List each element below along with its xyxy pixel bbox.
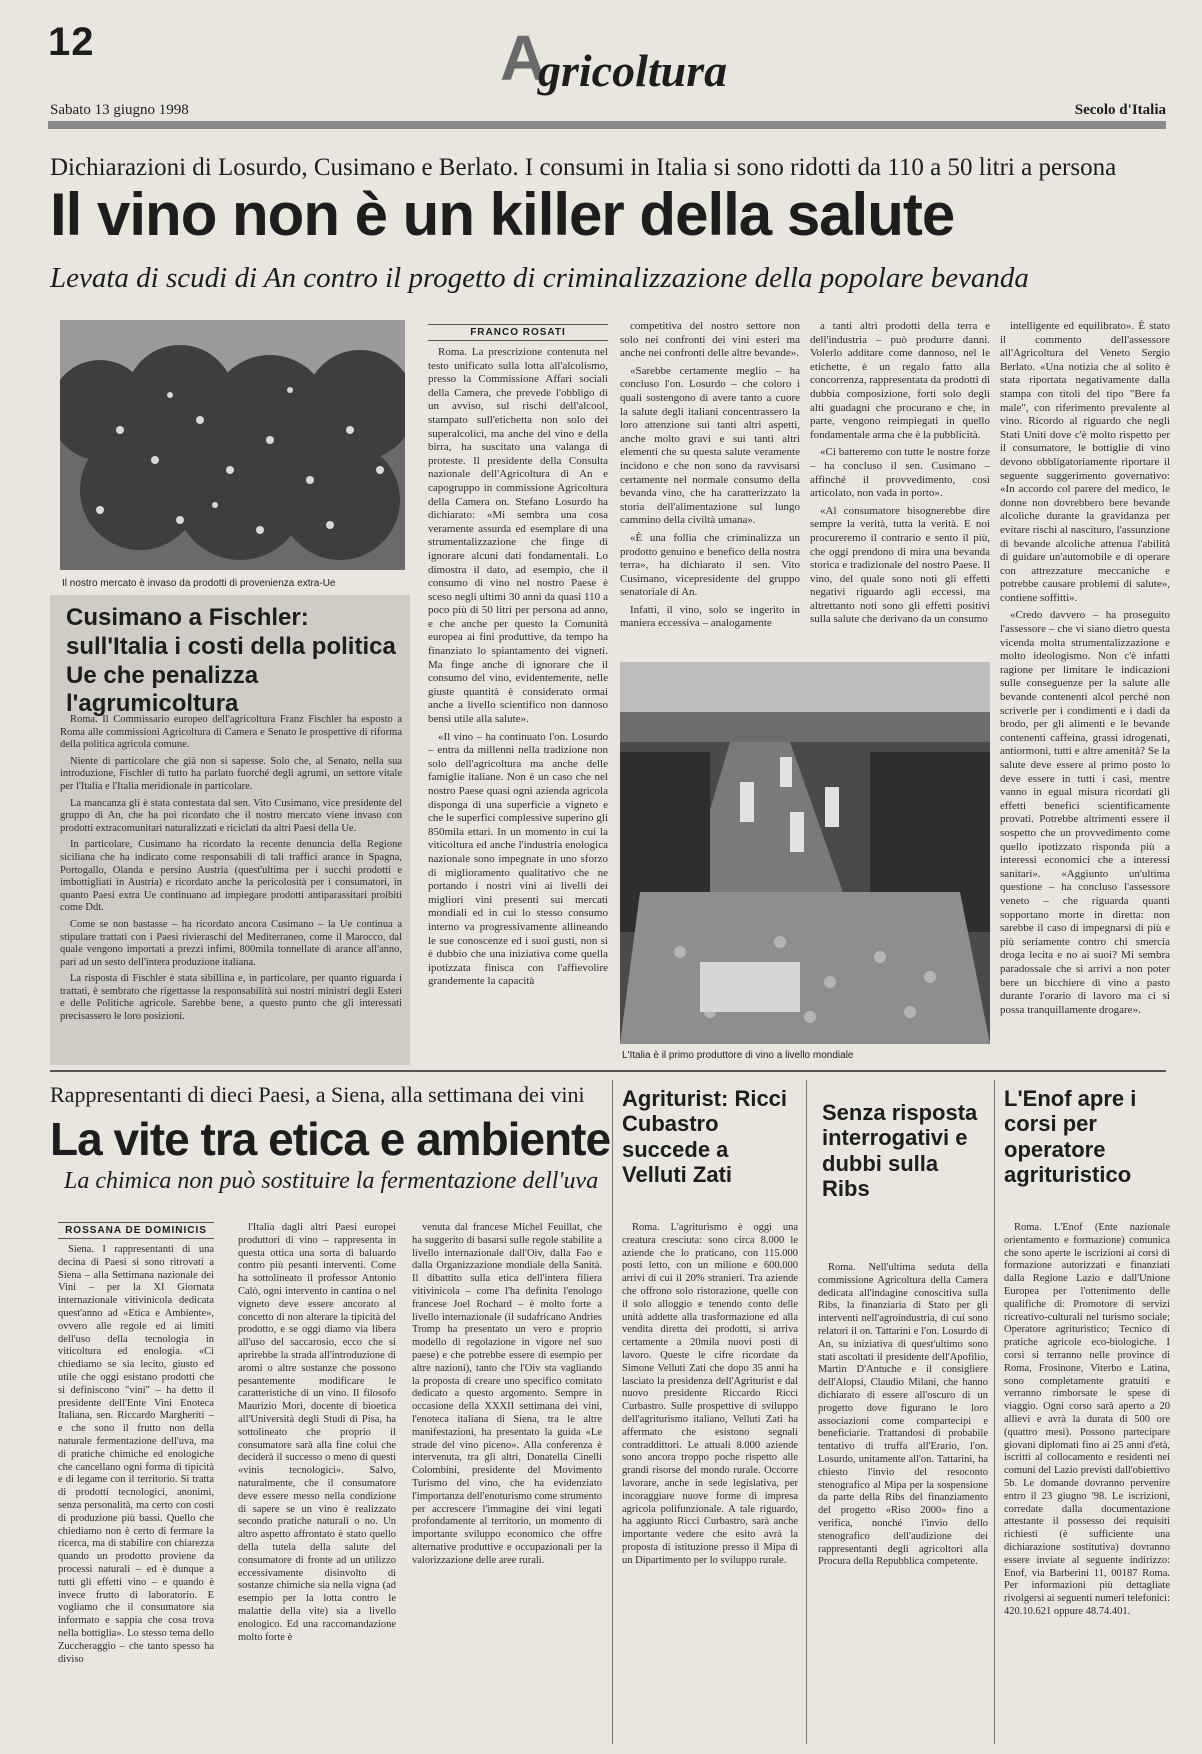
main-subhead: Levata di scudi di An contro il progetto di criminalizzazione della popolare bevanda [50, 262, 1029, 294]
newspaper-name: Secolo d'Italia [1074, 102, 1166, 118]
main-col-4 [1000, 320, 1170, 1064]
sidebar-paragraph: La mancanza gli è stata contestata dal sen. Vito Cusimano, vice presidente del gruppo di An, che ha poi ricordato che il nostro mercato viene invaso con prodotti extracomunitari naturalizzati e riciclati da altri Paesi della Ue. [60, 797, 402, 834]
main-col-3 [810, 320, 990, 654]
ribs-body [818, 1262, 988, 1744]
section-title-initial: A [500, 22, 547, 94]
main-col-3-paragraph: «Al consumatore bisognerebbe dire sempre la verità, tutta la verità. E noi procureremo il contrario e sento il più, che oggi prendono di mira una bevanda storica e tradizionale del nostro Paese. Il vino, del quale sono noti gli effetti negativi riguardo agli eccessi, ma altrettanto noti sono gli effetti positivi sulla salute che derivano da un consumo [810, 504, 990, 626]
main-col-4-paragraph: intelligente ed equilibrato». È stato il commento dell'assessore all'Agricoltura del Veneto Sergio Berlato. «Una notizia che al solito è stata riportata negativamente dalla stampa con titoli del tipo "Bere fa male", con riferimento prevalente al vino. Ricordo al riguardo che negli Stati Uniti dove c'è molto rispetto per il consumatore, le bottiglie di vino devono obbligatoriamente riportare il seguente suggerimento governativo: «In accordo col parere del medico, le donne non dovrebbero bere bevande alcoliche durante la gravidanza per evitare rischi al nascituro, l'assunzione di bevande alcoliche attenua l'abilità di guidare un'automobile e di operare con attrezzature meccaniche e potrebbe causare problemi di salute», contiene soffitti». [1000, 320, 1170, 604]
sidebar-paragraph: Roma. Il Commissario europeo dell'agricoltura Franz Fischler ha esposto a Roma alle commissioni Agricoltura di Camera e Senato le prospettive di riforma della politica agricola comune. [60, 714, 402, 751]
orange-grove-photo [60, 320, 405, 570]
main-kicker: Dichiarazioni di Losurdo, Cusimano e Berlato. I consumi in Italia si sono ridotti da 110 a 50 litri a persona [50, 154, 1117, 181]
vineyard-harvest-caption: L'Italia è il primo produttore di vino a livello mondiale [622, 1050, 854, 1061]
vite-col-1 [58, 1244, 214, 1744]
sidebar-paragraph: In particolare, Cusimano ha ricordato la recente denuncia della Regione siciliana che ha indicato come responsabili di tali traffici arance in Spagna, Portogallo, Olanda e persino Austria (quest'ultima per i succhi prodotti e imbottigliati in Austria) e ricordato anche la pericolosità per i consumatori, in quanto Paesi extra Ue continuano ad impiegare prodotti antiparassitari proibiti come Ddt. [60, 839, 402, 914]
column-rule [994, 1080, 995, 1744]
section-title [500, 22, 760, 96]
main-col-3-paragraph: a tanti altri prodotti della terra e dell'industria – può produrre danni. Volerlo additare come dannoso, nel le etichette, è un regalo fatto alla concorrenza, rappresentata da prodotti di dubbia composizione, forti solo degli alti guadagni che procurano e che, in parte, vengono reimpiegati in quello fondamentale arma che è la pubblicità. [810, 320, 990, 441]
sidebar-headline: Cusimano a Fischler: sull'Italia i costi della politica Ue che penalizza l'agrumicoltura [66, 604, 396, 718]
main-headline: Il vino non è un killer della salute [50, 181, 955, 248]
vite-byline: ROSSANA DE DOMINICIS [58, 1222, 214, 1239]
vineyard-harvest-photo [620, 662, 990, 1044]
ribs-paragraph: Roma. Nell'ultima seduta della commissione Agricoltura della Camera dedicata all'indagine conoscitiva sulla Ribs, la finanziaria di Stato per gli interventi nell'agroindustria, di cui sono relatori il on. Tattarini e l'on. Losurdo di An, su iniziativa di quest'ultimo sono stati ascoltati il presidente dell'Apofilio, Martin D'Antuche e il consigliere dell'Alopsi, Claudio Milani, che hanno dichiarato di essere all'oscuro di un progetto dove figurano le loro associazioni come compartecipi e beneficiarie. Trattandosi di probabile tentativo di truffa all'Erario, l'on. Losurdo, unitamente all'on. Tattarini, ha chiesto l'invio del resoconto stenografico al Mipa per la sospensione da parte della Ribs del finanziamento del progetto «Riso 2000» fino a verifica, nonché l'invio dello stenografico dell'audizione dei rappresentanti degli agricoltori alla Procura della Repubblica competente. [818, 1262, 988, 1568]
sidebar-paragraph: Come se non bastasse – ha ricordato ancora Cusimano – la Ue continua a stipulare trattati con i Paesi rivieraschi del Mediterraneo, come il Marocco, dal quale vengono importati a prezzi infimi, 800mila tonnellate di arance all'anno, pari ad un sesto dell'intera produzione italiana. [60, 918, 402, 968]
main-col-1 [428, 346, 608, 1064]
vite-subhead: La chimica non può sostituire la fermentazione dell'uva [64, 1168, 599, 1194]
section-title-rest: gricoltura [538, 45, 728, 96]
main-col-2-paragraph: Infatti, il vino, solo se ingerito in maniera eccessiva – analogamente [620, 603, 800, 630]
main-col-1-paragraph: Roma. La prescrizione contenuta nel testo unificato sulla lotta all'alcolismo, presso la Commissione Affari sociali della Camera, che prevede l'obbligo di un avviso, sul rischi dell'alcool, stampato sull'etichetta non solo dei superalcolici, ma anche del vino e della birra, ha suscitato una valanga di proteste. Il presidente della Consulta nazionale dell'Agricoltura di An e capogruppo in commissione Agricoltura della Camera on. Stefano Losurdo ha dichiarato: «Mi sembra una cosa veramente assurda ed esemplare di una strumentalizzazione che finge di ignorare alcuni dati fondamentali. Lo dimostra il dato, ad esempio, che il consumo di vino nel nostro Paese è sceso negli ultimi 30 anni da quasi 110 a poco più di 50 litri per persona ad anno, e che anche per questo la Comunità europea ai fini produttive, da tempo ha finanziato lo spiantamento dei vigneti. Ma finge anche di ignorare che il consumo del vino, evidentemente, nelle giuste quantità è considerato ormai anche a livello scientifico non dannoso bensì utile alla salute». [428, 346, 608, 726]
sidebar-paragraph: La risposta di Fischler è stata sibillina e, in particolare, per quanto riguarda i trattati, è sembrato che rigettasse la responsabilità sui nostri ministri degli Esteri e delle Politiche agricole. Sarebbe bene, a questo punto che gli interessati precisassero le loro posizioni. [60, 973, 402, 1023]
main-byline: FRANCO ROSATI [428, 324, 608, 341]
issue-date: Sabato 13 giugno 1998 [50, 102, 189, 118]
main-col-4-paragraph: «Credo davvero – ha proseguito l'assessore – che vi siano dietro questa vicenda molta strumentalizzazione e molto ideologismo. Non c'è infatti ragione per limitare le indicazioni sulle conseguenze per la salute alle bevande contenenti alcol perché non scriverle per i condimenti e i dadi da brodo, per gli alimenti e le bevande contenenti caffeina, grassi idrogenati, antiormoni, tutti e altre amenità? Se la salute deve essere al primo posto lo deve essere in tutti i casi, mentre vanno in egual misura ricordati gli effetti benefici scientificamente provati. Potrebbe altrimenti essere il sospetto che un provvedimento come quello ipotizzato risponda più a interessi economici che a interessi sanitari». «Aggiunto un'ultima questione – ha concluso l'assessore veneto – che riguarda quanti sopportano morte in diretta: non sarebbe il caso di impegnarsi di più e più seriamente contro chi smercia droga lecita e no ai suoi? Mi sembra paradossale che si arrivi a non poter bere un bicchiere di vino a pasto durante l'orario di lavoro ma ci si possa tranquillamente drogare». [1000, 609, 1170, 1016]
column-rule [806, 1080, 807, 1744]
sidebar-paragraph: Niente di particolare che già non si sapesse. Solo che, al Senato, nella sua introduzione, Fischler di tutto ha parlato fuorché degli agrumi, un settore vitale per l'Italia e l'Italia meridionale in particolare. [60, 755, 402, 792]
agriturist-body [622, 1222, 798, 1744]
enof-paragraph: Roma. L'Enof (Ente nazionale orientamento e formazione) comunica che sono aperte le iscrizioni ai corsi di formazione autorizzati e finanziati dalla Regione Lazio e dall'Unione Europea per l'ottenimento delle qualifiche di: Promotore di servizi ricreativo-culturali nel turismo sociale; Operatore agrituristico; Tecnico di pratiche agricole eco-biologiche. I corsi si terranno nelle province di Roma, Frosinone, Viterbo e Latina, sono completamente gratuiti e verranno rimborsate le spese di viaggio. Ogni corso sarà aperto a 20 allievi e avrà la durata di 500 ore (quattro mesi). Possono partecipare giovani diplomati fino ai 25 anni d'età, iscritti al collocamento e residenti nei comuni del Lazio previsti dall'obiettivo 5b. Le domande dovranno pervenire entro il 23 giugno '98. Le iscrizioni, corredate dalla documentazione attestante il possesso dei requisiti richiesti (è sufficiente una dichiarazione sostitutiva) dovranno essere inviate al seguente indirizzo: Enof, via Barberini 11, 00187 Roma. Per informazioni più dettagliate rivolgersi ai seguenti numeri telefonici: 420.10.621 oppure 48.74.401. [1004, 1222, 1170, 1617]
main-col-1-paragraph: «Il vino – ha continuato l'on. Losurdo – entra da millenni nella tradizione non solo dell'agricoltura ma anche delle famiglie italiane. Non è un caso che nel nostro Paese quasi ogni azienda agricola disponga di una superficie a vigneto e che le superfici complessive superino gli 850mila ettari. In un momento in cui la viticoltura ed anche l'industria enologica nazionale sono impegnate in uno sforzo di miglioramento qualitativo che ne portando i nostri vini ai livelli dei migliori vini presenti sui mercati mondiali ed in cui lo stesso consumo interno va progressivamente allineando le sue conoscenze ed i suoi gusti, non si è dubbio che una iniziativa come quella ipotizzata finisca con l'affievolire grandemente la capacità [428, 730, 608, 988]
page-number: 12 [48, 20, 95, 64]
main-col-3-paragraph: «Ci batteremo con tutte le nostre forze – ha concluso il sen. Cusimano – affinché il provvedimento, così articolato, non vada in porto». [810, 446, 990, 500]
ribs-headline: Senza risposta interrogativi e dubbi sulla Ribs [822, 1100, 978, 1201]
column-rule [612, 1080, 613, 1744]
vite-col-3 [412, 1222, 602, 1744]
vite-col-3-paragraph: venuta dal francese Michel Feuillat, che ha suggerito di basarsi sulle regole stabilite a livello internazionale dall'Oiv, dalla Fao e dalla Organizzazione mondiale della Sanità. Il dibattito sulla etica dell'intera filiera vitivinicola – come l'ha definita l'enologo francese Joel Rochard – è molto forte a livello internazionale (il sudafricano Andries Tromp ha presentato un vero e proprio modello di regolazione in vigore nel suo paese) e che potrebbe essere di esempio per altre nazioni), tanto che l'Oiv sta vagliando la proposta di creare uno specifico comitato dedicato a questo argomento. Sempre in occasione della XXXII settimana dei vini, l'enoteca italiana di Siena, tra le altre manifestazioni, ha presentato la guida «Le strade del vino piceno». Alla conferenza è intervenuta, tra gli altri, Donatella Cinelli Colombini, presidente del Movimento Turismo del vino, che ha evidenziato l'importanza dell'enoturismo come strumento per accrescere l'immagine dei vini legati profondamente al territorio, un momento di importante sviluppo economico che offre alternative produttive e occupazionali per la valorizzazione delle aree rurali. [412, 1222, 602, 1566]
vite-col-1-paragraph: Siena. I rappresentanti di una decina di Paesi si sono ritrovati a Siena – alla Settimana nazionale dei Vini – per la XI Giornata internazionale vitivinicola dedicata quest'anno ad «Etica e Ambiente», ovvero alle regole ed ai limiti dell'uso della tecnologia in viticoltura ed enologia. «Ci chiediamo se sia lecito, giusto ed utile che oggi esistano prodotti che si definiscono "vini" – ha detto il presidente dell'Ente Vini Enoteca Italiana, sen. Riccardo Margheriti – e che sono il frutto non della naturale fermentazione dell'uva, ma di pratiche chimiche ed enologiche che cancellano ogni forma di tipicità e di legame con il territorio. Si tratta di prodotti tecnologici, anonimi, senza personalità, ma certo con costi di produzione più bassi. Quello che chiediamo non è certo di fermare la ricerca, ma di stabilire con chiarezza quando un prodotto proviene da processi naturali – ed è dunque a tutti gli effetti vino – e quando è invece frutto di laboratorio. E vogliamo che il consumatore sia informato e sappia che cosa trova nella bottiglia». Lo stesso tema dello Zuccheraggio – che tanto spesso ha diviso [58, 1244, 214, 1665]
vite-col-2-paragraph: l'Italia dagli altri Paesi europei produttori di vino – rappresenta in questa ottica una sorta di baluardo contro più pesanti interventi. Come ha sottolineato il professor Antonio Calò, ogni intervento in cantina o nel vigneto deve essere ancorato al concetto di non alterare la tipicità del prodotto, e se oggi diamo via libera all'uso del saccarosio, ecco che si aprirebbe la strada all'introduzione di aromi o altre sostanze che possono pesantemente modificare le caratteristiche di un vino. Il filosofo Maurizio Mori, docente di bioetica all'Università degli Studi di Pisa, ha sottolineato che proprio il consumatore sarà alla fine colui che deciderà il successo o meno di questi «vinis tecnologici». Salvo, naturalmente, che il consumatore deve essere messo nella condizione di sapere se un vino è realizzato secondo pratiche naturali o no. Un altro aspetto affrontato è stato quello della tutela della salute del consumatore di fronte ad un utilizzo eccessivamente disinvolto di sostanze chimiche sia nella vigna (ad esempio per la lotta contro le malattie della vite) sia a livello enologico. Ed una raccomandazione molto forte è [238, 1222, 396, 1643]
main-col-2 [620, 320, 800, 654]
masthead-rule [48, 121, 1166, 129]
sidebar-body [60, 714, 402, 1059]
orange-grove-caption: Il nostro mercato è invaso da prodotti di provenienza extra-Ue [62, 578, 336, 589]
agriturist-paragraph: Roma. L'agriturismo è oggi una creatura cresciuta: sono circa 8.000 le aziende che lo praticano, con 115.000 posti letto, con un milione e 600.000 arrivi di cui il 20% stranieri. Tra aziende che offrono solo ristorazione, quelle con il solo alloggio e tenendo conto delle unità addette alla trasformazione ed alla vendita diretta dei prodotti, si arriva certamente a 20mila nuovi posti di lavoro. Queste le cifre ricordate da Simone Velluti Zati che dopo 35 anni ha lasciato la presidenza dell'Agriturist e dal nuovo presidente Riccardo Ricci Curbastro. Sulle prospettive di sviluppo dell'agriturismo italiano, Velluti Zati ha affermato che esistono segnali contraddittori. Le attuali 8.000 aziende sono ancora troppo poche rispetto alle grandi risorse del mondo rurale. Occorre lavorare, anche in sede legislativa, per incoraggiare nuove forme di impresa agricola polifunzionale. A tale riguardo, ha aggiunto Ricci Curbastro, sarà anche importante vedere che esito avrà la proposta di istituzione presso il Mipa di un Dipartimento per lo sviluppo rurale. [622, 1222, 798, 1566]
main-col-2-paragraph: «Sarebbe certamente meglio – ha concluso l'on. Losurdo – che coloro i quali sostengono di avere tanto a cuore la salute degli italiani concentrassero la loro attenzione sui tanti altri aspetti, anche molto gravi e sui tanti altri elementi che su questa salute veramente incidono e che non sono da ravvisarsi certamente nel normale consumo della bevanda vino, che ha caratterizzato la storia dell'alimentazione sul lungo cammino della civiltà umana». [620, 364, 800, 527]
enof-body [1004, 1222, 1170, 1744]
main-col-2-paragraph: «È una follia che criminalizza un prodotto genuino e benefico della nostra terra», ha dichiarato il sen. Vito Cusimano, vicepresidente del gruppo senatoriale di An. [620, 531, 800, 599]
agriturist-headline: Agriturist: Ricci Cubastro succede a Velluti Zati [622, 1086, 788, 1187]
vite-kicker: Rappresentanti di dieci Paesi, a Siena, alla settimana dei vini [50, 1082, 585, 1107]
vite-headline: La vite tra etica e ambiente [50, 1113, 611, 1165]
main-col-2-paragraph: competitiva del nostro settore non solo nei confronti dei vini esteri ma anche nei confronti delle altre bevande». [620, 320, 800, 360]
section-divider [50, 1070, 1166, 1072]
enof-headline: L'Enof apre i corsi per operatore agrituristico [1004, 1086, 1137, 1187]
vite-col-2 [238, 1222, 396, 1744]
